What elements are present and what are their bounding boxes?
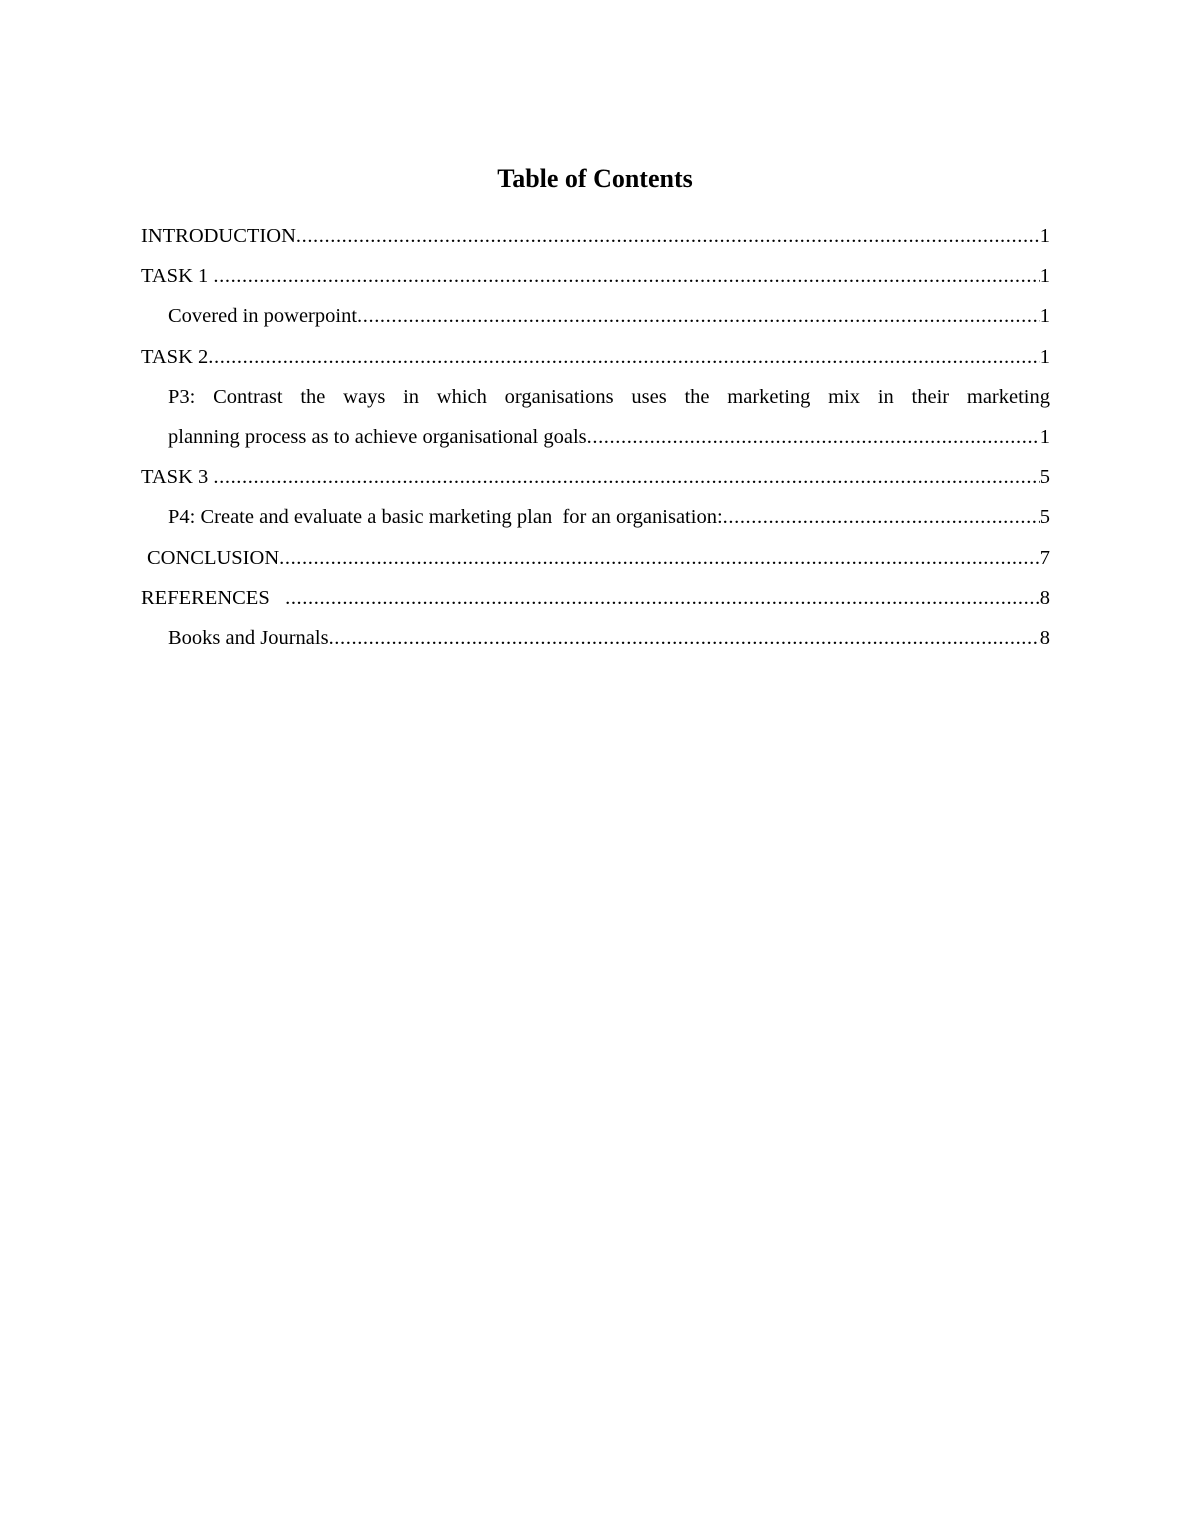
- toc-entry-label: INTRODUCTION: [141, 225, 296, 247]
- toc-entry-label: TASK 1: [141, 265, 214, 288]
- toc-page-number: 1: [1039, 305, 1050, 328]
- dot-leader: [208, 337, 1039, 377]
- toc-entry-p3[interactable]: [141, 377, 1050, 457]
- toc-entry-label: P4: Create and evaluate a basic marketing plan for an organisation:: [168, 506, 723, 529]
- dot-leader: [357, 296, 1040, 336]
- toc-list: [141, 216, 1050, 658]
- toc-page-number: 1: [1039, 265, 1050, 288]
- toc-entry-task-3[interactable]: [141, 457, 1050, 497]
- toc-page-number: 1: [1039, 345, 1050, 368]
- toc-entry-covered-in-powerpoint[interactable]: [141, 296, 1050, 336]
- dot-leader: [285, 578, 1040, 618]
- toc-entry-introduction[interactable]: [141, 216, 1050, 256]
- dot-leader: [279, 538, 1040, 578]
- toc-title: Table of Contents: [497, 164, 693, 193]
- toc-entry-label: CONCLUSION: [147, 546, 280, 569]
- toc-entry-label-line-2: planning process as to achieve organisational goals: [168, 425, 587, 448]
- toc-page-number: 1: [1039, 225, 1050, 247]
- toc-page-number: 5: [1039, 506, 1050, 529]
- toc-entry-label: Covered in powerpoint: [168, 305, 358, 328]
- toc-entry-conclusion[interactable]: [141, 538, 1050, 578]
- toc-page-number: 1: [1039, 425, 1050, 448]
- dot-leader: [213, 256, 1039, 296]
- toc-page-number: 8: [1039, 626, 1050, 649]
- toc-entry-label: Books and Journals: [168, 626, 329, 649]
- dot-leader: [296, 216, 1040, 256]
- toc-entry-references[interactable]: [141, 578, 1050, 618]
- dot-leader: [587, 417, 1040, 457]
- toc-entry-books-and-journals[interactable]: [141, 618, 1050, 658]
- toc-entry-task-1[interactable]: [141, 256, 1050, 296]
- toc-entry-p4[interactable]: [141, 497, 1050, 537]
- toc-entry-label: TASK 3: [141, 466, 214, 489]
- toc-page-number: 8: [1039, 586, 1050, 609]
- toc-entry-label-line-1: P3: Contrast the ways in which organisations uses the marketing mix in their marketing: [168, 385, 1050, 408]
- toc-entry-label: TASK 2: [141, 345, 209, 368]
- toc-entry-task-2[interactable]: [141, 337, 1050, 377]
- dot-leader: [213, 457, 1039, 497]
- toc-entry-label: REFERENCES: [141, 586, 286, 609]
- dot-leader: [329, 618, 1040, 658]
- toc-page-number: 7: [1039, 546, 1050, 569]
- toc-page-number: 5: [1039, 466, 1050, 489]
- dot-leader: [723, 497, 1040, 537]
